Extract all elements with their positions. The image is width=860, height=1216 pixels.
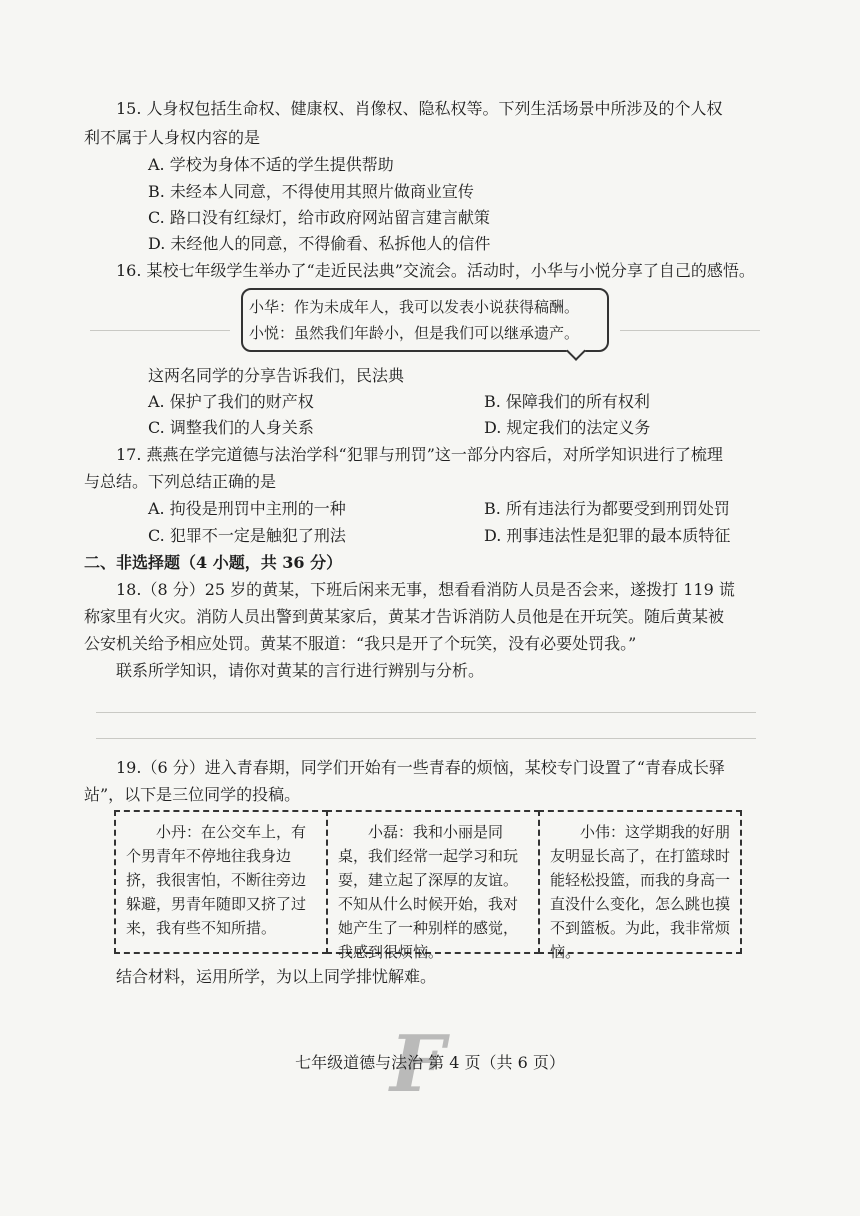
speech-bubble <box>241 288 609 352</box>
q17-option-c: C. 犯罪不一定是触犯了刑法 <box>148 526 346 545</box>
watermark-f: F <box>390 1019 446 1110</box>
q15-option-c: C. 路口没有红绿灯，给市政府网站留言建言献策 <box>148 208 490 227</box>
q17-stem-line1: 17. 燕燕在学完道德与法治学科“犯罪与刑罚”这一部分内容后，对所学知识进行了梳理 <box>116 445 723 464</box>
q16-stem: 16. 某校七年级学生举办了“走近民法典”交流会。活动时，小华与小悦分享了自己的感悟。 <box>116 261 755 280</box>
q16-option-b: B. 保障我们的所有权利 <box>484 392 650 411</box>
bleed-line <box>90 330 230 331</box>
q17-stem-line2: 与总结。下列总结正确的是 <box>84 472 277 491</box>
bleed-line <box>96 712 756 713</box>
bubble-tail <box>566 341 586 361</box>
bubble-line-xiaoyue: 小悦：虽然我们年龄小，但是我们可以继承遗产。 <box>249 324 580 342</box>
q15-stem-line1: 15. 人身权包括生命权、健康权、肖像权、隐私权等。下列生活场景中所涉及的个人权 <box>116 99 723 118</box>
card-xiaowei: 小伟：这学期我的好朋友明显长高了，在打篮球时能轻松投篮，而我的身高一直没什么变化，怎么跳也摸不到篮板。为此，我非常烦恼。 <box>538 810 742 954</box>
card-xiaodan: 小丹：在公交车上，有个男青年不停地往我身边挤，我很害怕，不断往旁边躲避，男青年随即又挤了过来，我有些不知所措。 <box>114 810 328 954</box>
bleed-line <box>620 330 760 331</box>
q19-line2: 站”，以下是三位同学的投稿。 <box>84 785 301 804</box>
q19-prompt: 结合材料，运用所学，为以上同学排忧解难。 <box>116 967 437 986</box>
q19-line1: 19.（6 分）进入青春期，同学们开始有一些青春的烦恼，某校专门设置了“青春成长驿 <box>116 758 725 777</box>
q16-option-c: C. 调整我们的人身关系 <box>148 418 314 437</box>
q15-option-b: B. 未经本人同意，不得使用其照片做商业宣传 <box>148 182 474 201</box>
bubble-line-xiaohua: 小华：作为未成年人，我可以发表小说获得稿酬。 <box>249 298 580 316</box>
q17-option-a: A. 拘役是刑罚中主刑的一种 <box>148 499 346 518</box>
q18-line2: 称家里有火灾。消防人员出警到黄某家后，黄某才告诉消防人员他是在开玩笑。随后黄某被 <box>84 607 725 626</box>
q17-option-d: D. 刑事违法性是犯罪的最本质特征 <box>484 526 731 545</box>
q16-prompt: 这两名同学的分享告诉我们，民法典 <box>148 366 405 385</box>
page-footer: 七年级道德与法治 第 4 页（共 6 页） <box>295 1053 565 1072</box>
q15-option-d: D. 未经他人的同意，不得偷看、私拆他人的信件 <box>148 234 491 253</box>
q18-line3: 公安机关给予相应处罚。黄某不服道：“我只是开了个玩笑，没有必要处罚我。” <box>84 634 637 653</box>
q17-option-b: B. 所有违法行为都要受到刑罚处罚 <box>484 499 730 518</box>
bleed-line <box>96 738 756 739</box>
section-heading: 二、非选择题（4 小题，共 36 分） <box>84 553 343 572</box>
q16-option-a: A. 保护了我们的财产权 <box>148 392 314 411</box>
card-xiaolei: 小磊：我和小丽是同桌，我们经常一起学习和玩耍，建立起了深厚的友谊。不知从什么时候开始，我对她产生了一种别样的感觉，我感到很烦恼。 <box>326 810 540 954</box>
q16-option-d: D. 规定我们的法定义务 <box>484 418 651 437</box>
q15-stem-line2: 利不属于人身权内容的是 <box>84 128 261 147</box>
q15-option-a: A. 学校为身体不适的学生提供帮助 <box>148 155 394 174</box>
q18-line4: 联系所学知识，请你对黄某的言行进行辨别与分析。 <box>116 661 485 680</box>
q18-line1: 18.（8 分）25 岁的黄某，下班后闲来无事，想看看消防人员是否会来，遂拨打 119 谎 <box>116 580 735 599</box>
